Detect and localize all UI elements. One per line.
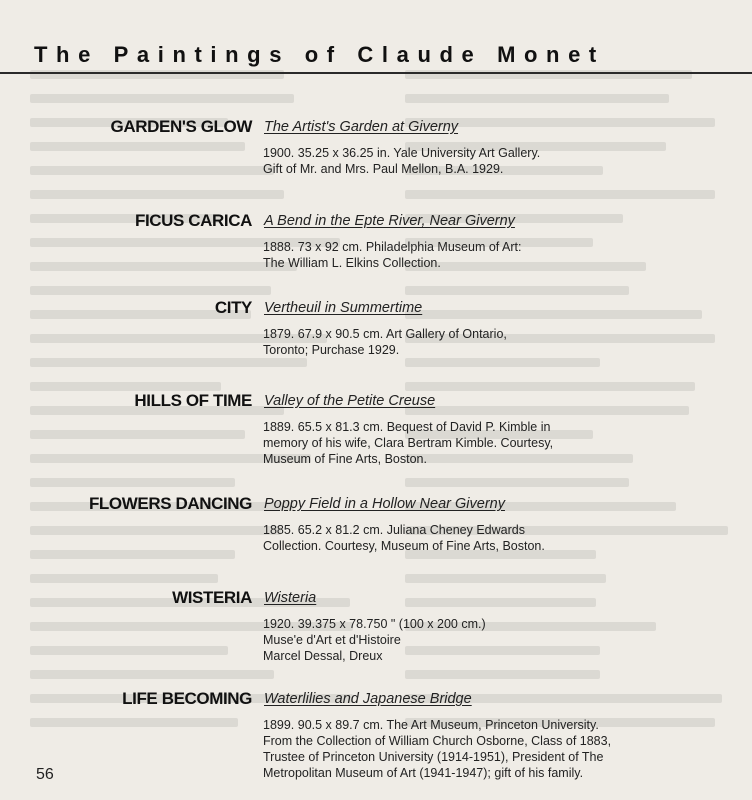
entry-details <box>263 522 743 554</box>
detail-line: Metropolitan Museum of Art (1941-1947); gift of his family. <box>263 766 584 780</box>
detail-line: Toronto; Purchase 1929. <box>263 343 400 357</box>
bleed-line <box>30 430 245 439</box>
entry-title: WISTERIA <box>172 588 252 607</box>
detail-line: 1885. 65.2 x 81.2 cm. Juliana Cheney Edwards <box>263 523 525 537</box>
bleed-line <box>30 262 297 271</box>
entry-details <box>263 239 743 271</box>
entry-details <box>263 326 743 358</box>
bleed-line <box>405 94 669 103</box>
painting-title: Valley of the Petite Creuse <box>264 393 436 409</box>
bleed-line <box>405 358 600 367</box>
bleed-line <box>30 526 281 535</box>
detail-line: Marcel Dessal, Dreux <box>263 649 383 663</box>
detail-line: 1888. 73 x 92 cm. Philadelphia Museum of Art: <box>263 240 522 254</box>
page-number: 56 <box>36 766 54 783</box>
bleed-line <box>30 574 218 583</box>
detail-line: 1920. 39.375 x 78.750 " (100 x 200 cm.) <box>263 617 486 631</box>
detail-line: Muse'e d'Art et d'Histoire <box>263 633 401 647</box>
entry-title: CITY <box>214 298 252 317</box>
detail-line: The William L. Elkins Collection. <box>263 256 441 270</box>
bleed-line <box>30 142 245 151</box>
detail-line: memory of his wife, Clara Bertram Kimble. Courtesy, <box>263 436 554 450</box>
bleed-line <box>405 598 596 607</box>
bleed-line <box>30 646 228 655</box>
painting-title: Poppy Field in a Hollow Near Giverny <box>264 496 505 512</box>
page-header-title: The Paintings of Claude Monet <box>34 42 605 67</box>
entry-details <box>263 616 743 664</box>
entry-title: FICUS CARICA <box>134 211 252 230</box>
bleed-line <box>30 718 238 727</box>
bleed-line <box>30 358 307 367</box>
entry-title: FLOWERS DANCING <box>88 494 252 513</box>
header-rule <box>0 72 752 74</box>
painting-title: The Artist's Garden at Giverny <box>264 119 459 135</box>
entry-title: GARDEN'S GLOW <box>110 117 252 136</box>
detail-line: 1900. 35.25 x 36.25 in. Yale University Art Gallery. <box>263 146 541 160</box>
painting-title: Waterlilies and Japanese Bridge <box>264 691 472 707</box>
entry-details <box>263 717 743 781</box>
detail-line: Collection. Courtesy, Museum of Fine Arts, Boston. <box>263 539 545 553</box>
bleed-line <box>30 382 221 391</box>
bleed-line <box>405 670 600 679</box>
entry-details <box>263 145 743 177</box>
bleed-line <box>405 382 695 391</box>
bleed-line <box>30 94 294 103</box>
bleed-line <box>405 478 629 487</box>
bleed-line <box>405 406 689 415</box>
bleed-line <box>30 478 235 487</box>
bleed-line <box>30 670 274 679</box>
bleed-line <box>405 310 702 319</box>
entry-title: HILLS OF TIME <box>134 391 252 410</box>
painting-title: Wisteria <box>264 590 317 606</box>
detail-line: 1889. 65.5 x 81.3 cm. Bequest of David P. Kimble in <box>263 420 551 434</box>
detail-line: Gift of Mr. and Mrs. Paul Mellon, B.A. 1929. <box>263 162 504 176</box>
entry-details <box>263 419 743 467</box>
bleed-line <box>405 286 629 295</box>
detail-line: Museum of Fine Arts, Boston. <box>263 452 427 466</box>
bleed-line <box>30 550 235 559</box>
bleed-line <box>30 166 274 175</box>
painting-title: A Bend in the Epte River, Near Giverny <box>264 213 515 229</box>
detail-line: 1899. 90.5 x 89.7 cm. The Art Museum, Princeton University. <box>263 718 599 732</box>
painting-title: Vertheuil in Summertime <box>264 300 423 316</box>
bleed-line <box>405 190 715 199</box>
bleed-line <box>30 286 271 295</box>
bleed-line <box>405 574 606 583</box>
entry-title: LIFE BECOMING <box>122 689 252 708</box>
detail-line: 1879. 67.9 x 90.5 cm. Art Gallery of Ontario, <box>263 327 507 341</box>
detail-line: Trustee of Princeton University (1914-1951), President of The <box>263 750 604 764</box>
detail-line: From the Collection of William Church Osborne, Class of 1883, <box>263 734 612 748</box>
bleed-line <box>30 190 284 199</box>
